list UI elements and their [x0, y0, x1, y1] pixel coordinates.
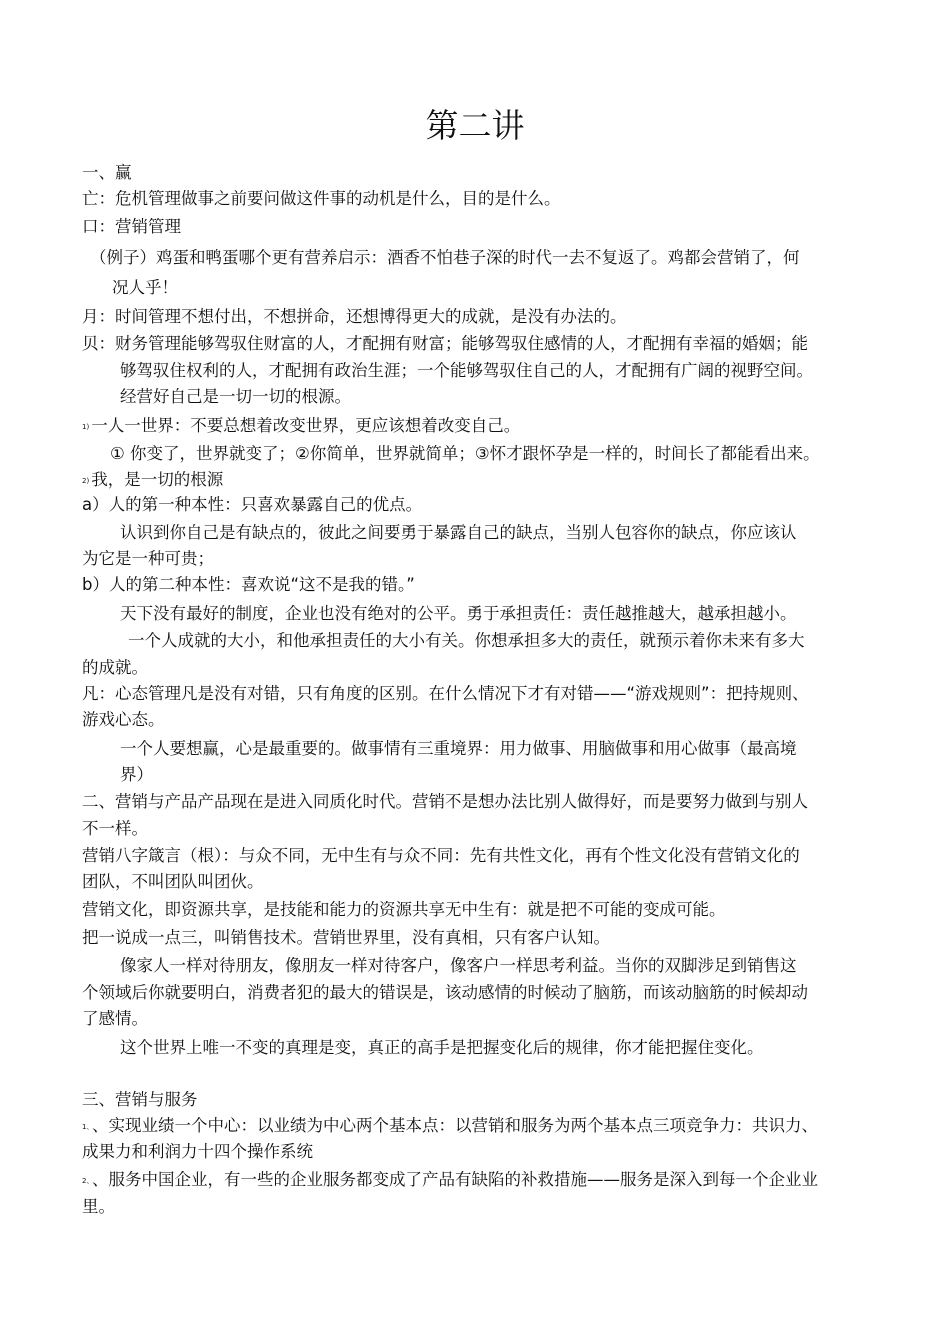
item-text: 、实现业绩一个中心：以业绩为中心两个基本点：以营销和服务为两个基本点三项竞争力：共识力、 [91, 1116, 818, 1135]
numbered-item [82, 1167, 818, 1194]
text-line: a）人的第一种本性：只喜欢暴露自己的优点。 [82, 495, 423, 514]
text-line: 亡：危机管理做事之前要问做这件事的动机是什么，目的是什么。 [82, 189, 561, 208]
item-text: 我，是一切的根源 [91, 470, 224, 489]
text-line: 经营好自己是一切一切的根源。 [120, 387, 351, 406]
text-line: 游戏心态。 [82, 710, 165, 729]
text-line: 为它是一种可贵； [82, 549, 214, 568]
text-line: 界） [120, 765, 153, 784]
text-line: 够驾驭住权利的人，才配拥有政治生涯；一个能够驾驭住自己的人，才配拥有广阔的视野空间。 [120, 361, 813, 380]
text-line: 像家人一样对待朋友，像朋友一样对待客户，像客户一样思考利益。当你的双脚涉足到销售这 [120, 956, 797, 975]
text-line: 把一说成一点三，叫销售技术。营销世界里，没有真相，只有客户认知。 [82, 928, 610, 947]
text-line: 月：时间管理不想付出，不想拼命，还想博得更大的成就，是没有办法的。 [82, 307, 627, 326]
text-line: 营销八字箴言（根）：与众不同，无中生有与众不同：先有共性文化，再有个性文化没有营销文化的 [82, 846, 800, 865]
text-line: b）人的第二种本性：喜欢说“这不是我的错。” [82, 575, 415, 594]
text-line: 里。 [82, 1197, 115, 1216]
numbered-item [82, 1113, 818, 1140]
item-marker: 2) [82, 476, 90, 485]
text-line: 一个人要想赢，心是最重要的。做事情有三重境界：用力做事、用脑做事和用心做事（最高境 [120, 739, 797, 758]
section-heading-3: 三、营销与服务 [82, 1090, 198, 1109]
item-marker: 2、 [82, 1176, 90, 1185]
text-line: ① 你变了，世界就变了；②你简单，世界就简单；③怀才跟怀孕是一样的，时间长了都能看出来。 [110, 444, 820, 463]
text-line: 营销文化，即资源共享，是技能和能力的资源共享无中生有：就是把不可能的变成可能。 [82, 900, 726, 919]
numbered-item [82, 467, 223, 494]
text-line: 贝：财务管理能够驾驭住财富的人，才配拥有财富；能够驾驭住感情的人，才配拥有幸福的婚姻；能 [82, 334, 808, 353]
text-line: 个领域后你就要明白，消费者犯的最大的错误是，该动感情的时候动了脑筋，而该动脑筋的时候却动 [82, 983, 808, 1002]
item-text: 、服务中国企业，有一些的企业服务都变成了产品有缺陷的补救措施——服务是深入到每一个企业业 [91, 1170, 818, 1189]
text-line: 不一样。 [82, 819, 148, 838]
text-line: 的成就。 [82, 658, 148, 677]
item-text: 一人一世界：不要总想着改变世界，更应该想着改变自己。 [91, 416, 521, 435]
page-title: 第二讲 [425, 106, 525, 145]
numbered-item [82, 413, 520, 440]
section-heading-2: 二、营销与产品产品现在是进入同质化时代。营销不是想办法比别人做得好，而是要努力做到与别人 [82, 792, 808, 811]
text-line: 了感情。 [82, 1009, 148, 1028]
text-line: 天下没有最好的制度，企业也没有绝对的公平。勇于承担责任：责任越推越大，越承担越小。 [120, 604, 797, 623]
text-line: 这个世界上唯一不变的真理是变，真正的高手是把握变化后的规律，你才能把握住变化。 [120, 1038, 764, 1057]
text-line: （例子）鸡蛋和鸭蛋哪个更有营养启示：酒香不怕巷子深的时代一去不复返了。鸡都会营销了，何 [90, 248, 800, 267]
text-line: 口：营销管理 [82, 217, 181, 236]
item-marker: 1) [82, 422, 90, 431]
text-line: 一个人成就的大小，和他承担责任的大小有关。你想承担多大的责任，就预示着你未来有多大 [128, 631, 805, 650]
text-line: 认识到你自己是有缺点的，彼此之间要勇于暴露自己的缺点，当别人包容你的缺点，你应该认 [120, 523, 797, 542]
text-line: 况人乎！ [112, 278, 178, 297]
item-marker: 1、 [82, 1122, 90, 1131]
section-heading-1: 一、赢 [82, 163, 132, 182]
text-line: 团队，不叫团队叫团伙。 [82, 872, 264, 891]
text-line: 成果力和利润力十四个操作系统 [82, 1142, 313, 1161]
text-line: 凡：心态管理凡是没有对错，只有角度的区别。在什么情况下才有对错——“游戏规则”：把持规则、 [82, 684, 809, 703]
